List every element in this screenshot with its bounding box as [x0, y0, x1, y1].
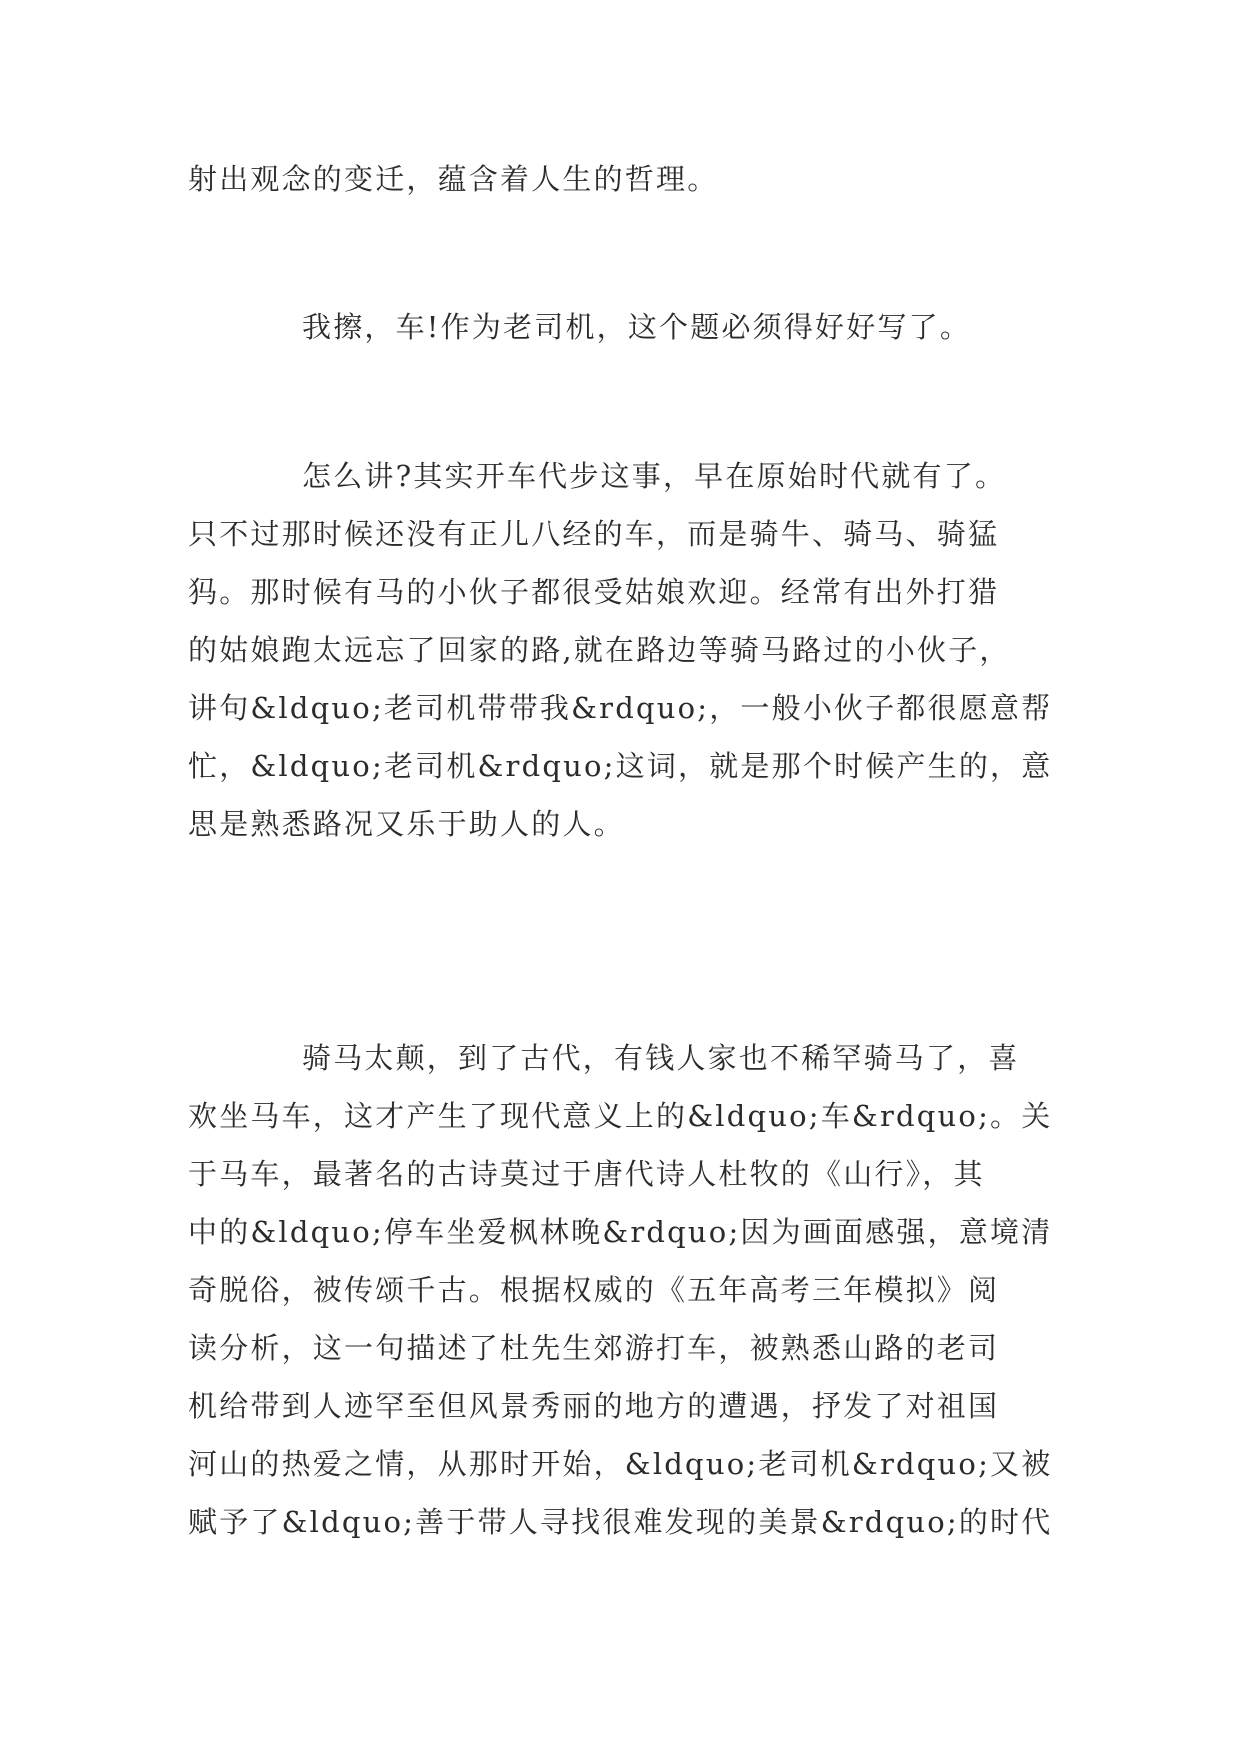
paragraph-4-line-4: 中的&ldquo;停车坐爱枫林晚&rdquo;因为画面感强，意境清 — [188, 1215, 1053, 1249]
paragraph-4-line-8: 河山的热爱之情，从那时开始，&ldquo;老司机&rdquo;又被 — [188, 1447, 1053, 1481]
paragraph-3-line-5: 讲句&ldquo;老司机带带我&rdquo;，一般小伙子都很愿意帮 — [188, 691, 1053, 725]
paragraph-3-line-7: 思是熟悉路况又乐于助人的人。 — [188, 807, 625, 841]
paragraph-4-line-9: 赋予了&ldquo;善于带人寻找很难发现的美景&rdquo;的时代 — [188, 1505, 1053, 1539]
paragraph-3-line-2: 只不过那时候还没有正儿八经的车，而是骑牛、骑马、骑猛 — [188, 517, 1000, 551]
paragraph-4-line-1: 骑马太颠，到了古代，有钱人家也不稀罕骑马了，喜 — [302, 1041, 1020, 1075]
paragraph-1-line-1: 射出观念的变迁，蕴含着人生的哲理。 — [188, 162, 719, 196]
paragraph-4-line-2: 欢坐马车，这才产生了现代意义上的&ldquo;车&rdquo;。关 — [188, 1099, 1053, 1133]
paragraph-3-line-3: 犸。那时候有马的小伙子都很受姑娘欢迎。经常有出外打猎 — [188, 575, 1000, 609]
paragraph-3-line-4: 的姑娘跑太远忘了回家的路,就在路边等骑马路过的小伙子， — [188, 633, 1011, 667]
paragraph-4-line-7: 机给带到人迹罕至但风景秀丽的地方的遭遇，抒发了对祖国 — [188, 1389, 1000, 1423]
paragraph-4-line-5: 奇脱俗，被传颂千古。根据权威的《五年高考三年模拟》阅 — [188, 1273, 1000, 1307]
paragraph-3-line-6: 忙，&ldquo;老司机&rdquo;这词，就是那个时候产生的，意 — [188, 749, 1053, 783]
paragraph-4-line-3: 于马车，最著名的古诗莫过于唐代诗人杜牧的《山行》，其 — [188, 1157, 985, 1191]
paragraph-3-line-1: 怎么讲?其实开车代步这事，早在原始时代就有了。 — [302, 459, 1007, 493]
paragraph-2-line-1: 我擦，车!作为老司机，这个题必须得好好写了。 — [302, 310, 972, 344]
paragraph-4-line-6: 读分析，这一句描述了杜先生郊游打车，被熟悉山路的老司 — [188, 1331, 1000, 1365]
